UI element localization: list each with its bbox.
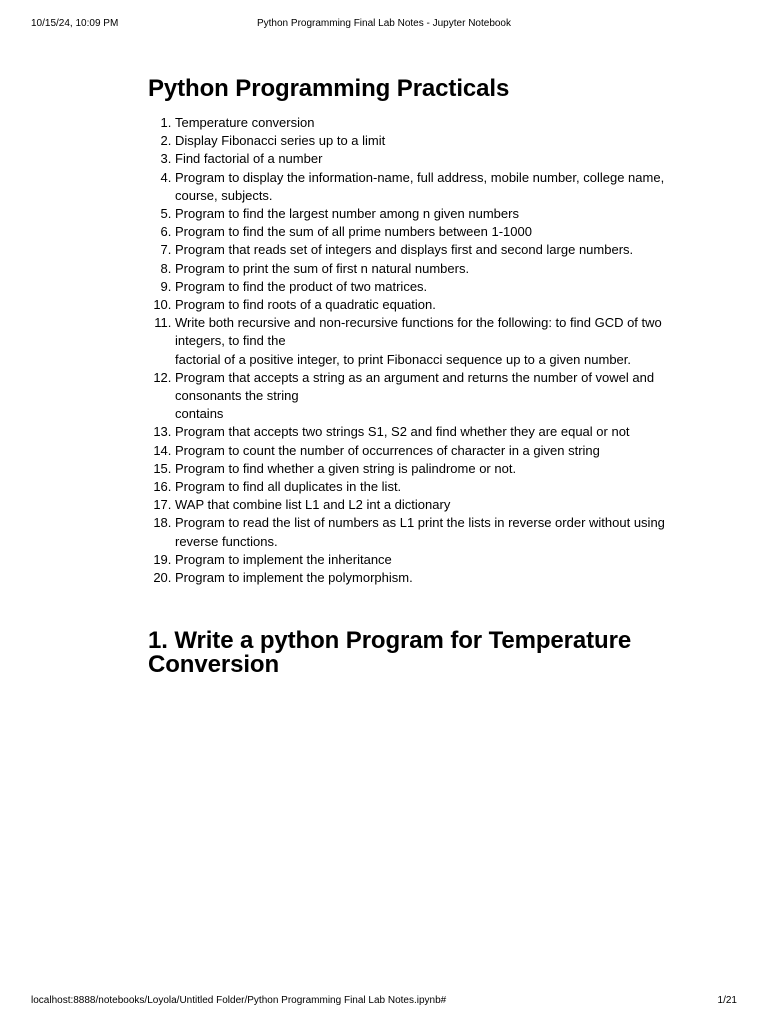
notebook-heading: Python Programming Practicals — [148, 75, 510, 102]
list-item-text: 18. Program to read the list of numbers as L1 print the lists in reverse order without using reverse functions. — [175, 515, 665, 549]
list-item — [175, 569, 696, 587]
notebook-content — [148, 74, 696, 677]
list-item-text: 16. Program to find all duplicates in the list. — [175, 479, 402, 495]
list-item-text: 19. Program to implement the inheritance — [175, 551, 392, 567]
list-item-text: 4. Program to display the information-name, full address, mobile number, college name, course, subjects. — [175, 169, 665, 203]
list-item-text: 14. Program to count the number of occurrences of character in a given string — [175, 442, 600, 458]
print-page-number: 1/21 — [717, 995, 737, 1006]
list-item — [175, 260, 696, 278]
list-item — [175, 132, 696, 150]
list-item-text: 2. Display Fibonacci series up to a limit — [175, 133, 386, 149]
list-item — [175, 241, 696, 259]
practicals-list — [148, 114, 696, 587]
list-item — [175, 223, 696, 241]
list-item — [175, 460, 696, 478]
list-item-text: 15. Program to find whether a given string is palindrome or not. — [175, 460, 517, 476]
print-datetime: 10/15/24, 10:09 PM — [31, 18, 119, 29]
print-header — [31, 17, 737, 31]
print-page-title: Python Programming Final Lab Notes - Jupyter Notebook — [256, 18, 511, 29]
list-item-text: 6. Program to find the sum of all prime numbers between 1-1000 — [175, 224, 532, 240]
list-item-text: 17. WAP that combine list L1 and L2 int a dictionary — [175, 497, 451, 513]
print-url: localhost:8888/notebooks/Loyola/Untitled Folder/Python Programming Final Lab Notes.ipynb# — [31, 995, 447, 1006]
list-item — [175, 150, 696, 168]
list-item-text: factorial of a positive integer, to print Fibonacci sequence up to a given number. — [175, 351, 631, 367]
list-item — [175, 442, 696, 460]
list-item — [175, 114, 696, 132]
list-item-text: 20. Program to implement the polymorphism. — [175, 570, 413, 586]
list-item-text: 10. Program to find roots of a quadratic equation. — [175, 297, 436, 313]
list-item-text: 7. Program that reads set of integers and displays first and second large numbers. — [175, 242, 634, 258]
section-heading: 1. Write a python Program for Temperature Conversion — [148, 627, 632, 679]
list-item — [175, 205, 696, 223]
list-item — [175, 514, 696, 550]
list-item-text: 11. Write both recursive and non-recursive functions for the following: to find GCD of two integers, to find the — [175, 315, 662, 349]
list-item — [175, 423, 696, 441]
list-item — [175, 314, 696, 369]
list-item-text: 5. Program to find the largest number among n given numbers — [175, 206, 519, 222]
list-item-text: 9. Program to find the product of two matrices. — [175, 278, 428, 294]
list-item — [175, 496, 696, 514]
list-item-text: 13. Program that accepts two strings S1, S2 and find whether they are equal or not — [175, 424, 630, 440]
list-item — [175, 369, 696, 424]
list-item — [175, 169, 696, 205]
print-footer — [31, 994, 737, 1008]
list-item-text: 1. Temperature conversion — [175, 115, 315, 130]
list-item-text: 3. Find factorial of a number — [175, 151, 323, 167]
list-item — [175, 551, 696, 569]
list-item-text: contains — [175, 406, 224, 422]
list-item — [175, 478, 696, 496]
list-item — [175, 296, 696, 314]
list-item-text: 12. Program that accepts a string as an argument and returns the number of vowel and consonants the string — [175, 369, 655, 404]
list-item-text: 8. Program to print the sum of first n natural numbers. — [175, 260, 470, 276]
list-item — [175, 278, 696, 296]
